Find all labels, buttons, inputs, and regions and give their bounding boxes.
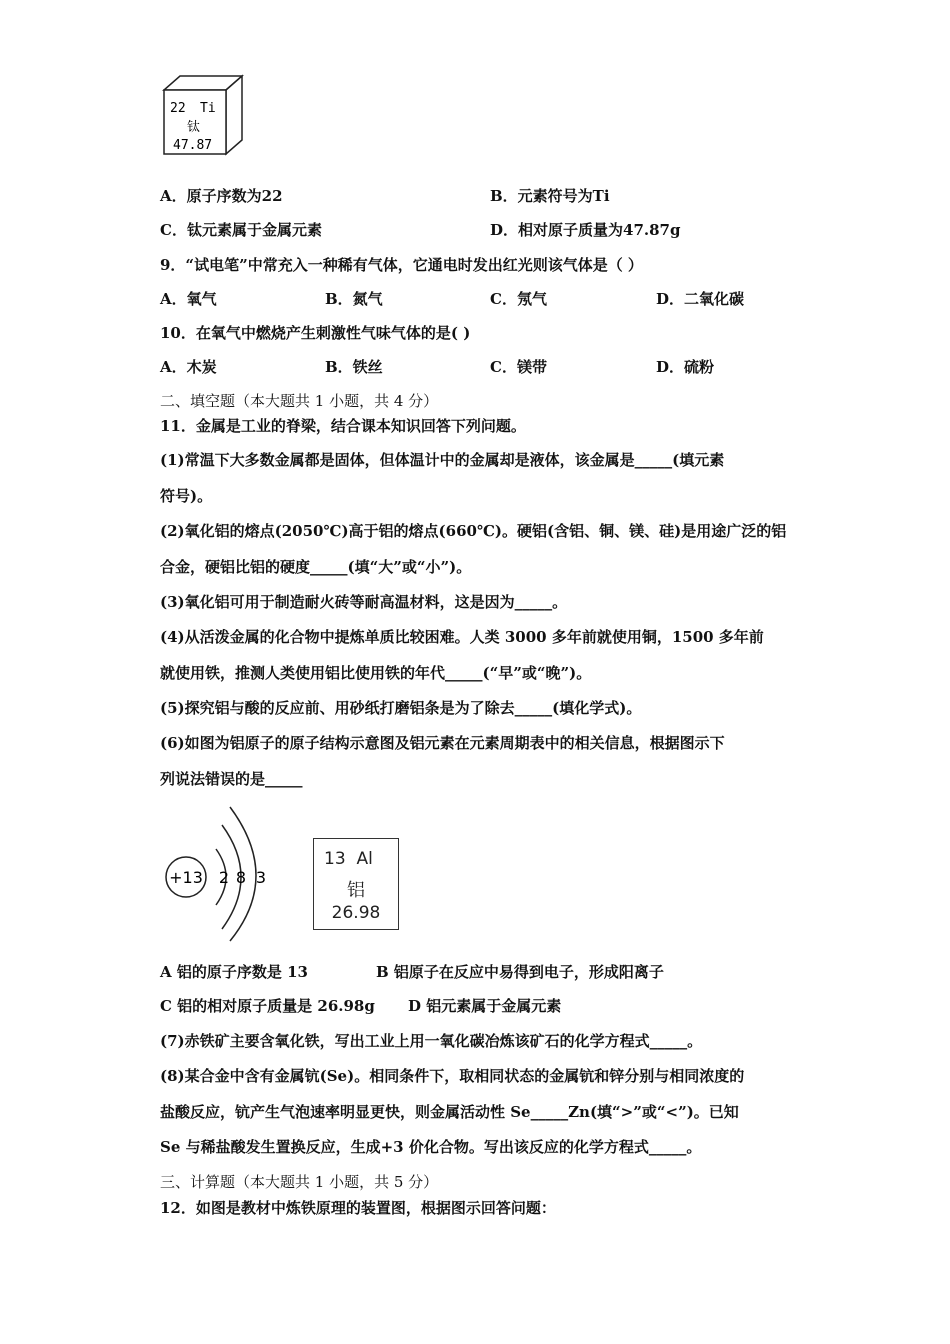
q11-part8-line2: 盐酸反应，钪产生气泡速率明显更快，则金属活动性 Se_____Zn(填“>”或“<”)。已知	[160, 1103, 739, 1121]
titanium-element-cube	[158, 72, 248, 160]
q10-option-d: D．硫粉	[656, 358, 715, 376]
q9-stem: 9．“试电笔”中常充入一种稀有气体，它通电时发出红光则该气体是（ ）	[160, 256, 643, 274]
q9-option-c: C．氖气	[490, 290, 547, 308]
q9-option-d: D．二氧化碳	[656, 290, 745, 308]
q11-part8-line3: Se 与稀盐酸发生置换反应，生成+3 价化合物。写出该反应的化学方程式_____。	[160, 1138, 702, 1156]
al-name: 铝	[347, 880, 365, 901]
q9-option-a: A．氧气	[160, 290, 217, 308]
q8-option-c: C．钛元素属于金属元素	[160, 221, 322, 239]
q11-part6-line1: (6)如图为铝原子的原子结构示意图及铝元素在元素周期表中的相关信息，根据图示下	[160, 734, 725, 752]
section2-title: 二、填空题（本大题共 1 小题，共 4 分）	[160, 392, 439, 410]
q10-option-b: B．铁丝	[325, 358, 383, 376]
q11-part1-line1: (1)常温下大多数金属都是固体，但体温计中的金属却是液体，该金属是_____(填元素	[160, 451, 725, 469]
q8-option-d: D．相对原子质量为47.87g	[490, 221, 681, 239]
q10-option-c: C．镁带	[490, 358, 547, 376]
aluminum-element-cell	[313, 838, 399, 930]
atom-shell3-electrons: 3	[255, 868, 267, 887]
aluminum-atom-diagram	[160, 805, 280, 945]
ti-mass: 47.87	[173, 138, 213, 153]
q11-part7: (7)赤铁矿主要含氧化铁，写出工业上用一氧化碳冶炼该矿石的化学方程式_____。	[160, 1032, 703, 1050]
ti-symbol: Ti	[200, 101, 216, 116]
q11-part4-line1: (4)从活泼金属的化合物中提炼单质比较困难。人类 3000 多年前就使用铜，1500 多年前	[160, 628, 764, 646]
atom-shell1-electrons: 2	[218, 868, 230, 887]
ti-number: 22	[170, 101, 186, 116]
q8-option-a: A．原子序数为22	[160, 187, 283, 205]
al-symbol: Al	[356, 849, 373, 869]
q11-part3: (3)氧化铝可用于制造耐火砖等耐高温材料，这是因为_____。	[160, 593, 568, 611]
q11-part1-line2: 符号)。	[160, 487, 213, 505]
q8-option-b: B．元素符号为Ti	[490, 187, 610, 205]
atom-nucleus-charge: +13	[169, 868, 203, 887]
q11-stem: 11．金属是工业的脊梁，结合课本知识回答下列问题。	[160, 417, 526, 435]
q11-6-option-d: D 铝元素属于金属元素	[408, 997, 562, 1015]
q11-part4-line2: 就使用铁，推测人类使用铝比使用铁的年代_____(“早”或“晚”)。	[160, 664, 592, 682]
q11-part2-line2: 合金，硬铝比铝的硬度_____(填“大”或“小”)。	[160, 558, 472, 576]
ti-name: 钛	[187, 120, 201, 135]
q9-option-b: B．氮气	[325, 290, 383, 308]
section3-title: 三、计算题（本大题共 1 小题，共 5 分）	[160, 1173, 439, 1191]
q12-stem: 12．如图是教材中炼铁原理的装置图，根据图示回答问题：	[160, 1199, 556, 1217]
q11-6-option-b: B 铝原子在反应中易得到电子，形成阳离子	[376, 963, 664, 981]
atom-shell2-electrons: 8	[235, 868, 247, 887]
al-cell-top	[324, 849, 373, 869]
q10-option-a: A．木炭	[160, 358, 217, 376]
q11-part6-line2: 列说法错误的是_____	[160, 770, 303, 788]
q11-part2-line1: (2)氧化铝的熔点(2050℃)高于铝的熔点(660℃)。硬铝(含铝、铜、镁、硅)是用途广泛的铝	[160, 522, 787, 540]
q11-6-option-c: C 铝的相对原子质量是 26.98g	[160, 997, 375, 1015]
q10-stem: 10．在氧气中燃烧产生刺激性气味气体的是( )	[160, 324, 471, 342]
q11-part5: (5)探究铝与酸的反应前、用砂纸打磨铝条是为了除去_____(填化学式)。	[160, 699, 642, 717]
q11-part8-line1: (8)某合金中含有金属钪(Se)。相同条件下，取相同状态的金属钪和锌分别与相同浓度的	[160, 1067, 745, 1085]
al-number: 13	[324, 849, 346, 869]
q11-6-option-a: A 铝的原子序数是 13	[160, 963, 308, 981]
al-mass: 26.98	[331, 903, 381, 923]
